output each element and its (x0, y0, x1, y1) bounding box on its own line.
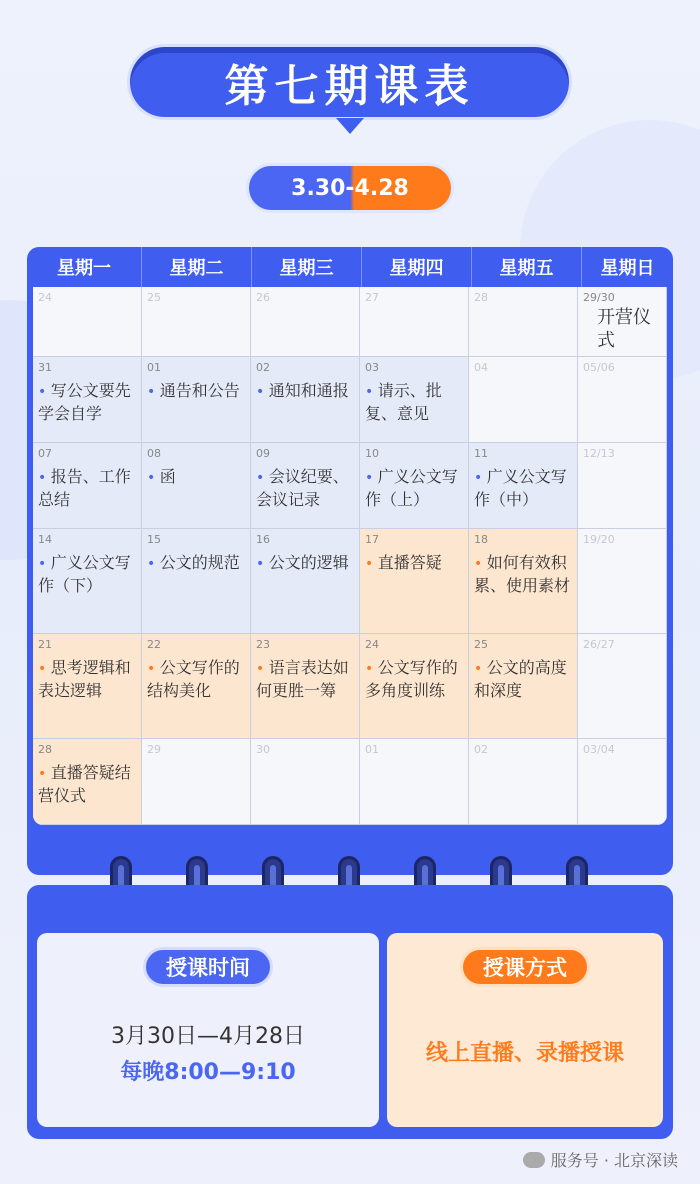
calendar-cell (469, 739, 578, 825)
date-range: 3.30-4.28 (291, 175, 409, 201)
cell-course (256, 466, 354, 510)
method-text: 线上直播、录播授课 (425, 1041, 624, 1066)
calendar-cell (33, 634, 142, 739)
cell-date: 03/04 (583, 743, 615, 756)
time-hours: 每晚8:00—9:10 (120, 1060, 296, 1085)
calendar-cell (469, 443, 578, 529)
calendar-cell (142, 357, 251, 443)
bullet-icon: • (38, 661, 51, 677)
course-label: 报告、工作总结 (38, 467, 131, 509)
cell-course (474, 657, 572, 701)
cell-date: 25 (474, 638, 488, 651)
cell-date: 01 (365, 743, 379, 756)
cell-course (365, 466, 463, 510)
method-box (387, 933, 663, 1127)
bullet-icon: • (474, 556, 487, 572)
calendar-cell (33, 443, 142, 529)
cell-course (38, 380, 136, 424)
cell-course (38, 466, 136, 510)
cell-date: 07 (38, 447, 52, 460)
cell-date: 26 (256, 291, 270, 304)
calendar-cell (251, 739, 360, 825)
calendar-cell (142, 287, 251, 357)
course-label: 语言表达如何更胜一筹 (256, 658, 349, 700)
cell-date: 24 (38, 291, 52, 304)
calendar-cell (33, 739, 142, 825)
course-label: 广义公文写作（上） (365, 467, 458, 509)
calendar-cell (251, 634, 360, 739)
cell-course (365, 380, 463, 424)
cell-date: 29 (147, 743, 161, 756)
course-label: 如何有效积累、使用素材 (474, 553, 571, 595)
cell-date: 18 (474, 533, 488, 546)
cell-date: 02 (474, 743, 488, 756)
calendar-cell (33, 529, 142, 634)
calendar-cell (360, 287, 469, 357)
course-label: 请示、批复、意见 (365, 381, 442, 423)
page-title: 第七期课表 (224, 61, 475, 112)
cell-date: 30 (256, 743, 270, 756)
calendar-cell (142, 443, 251, 529)
calendar-cell (469, 634, 578, 739)
bullet-icon: • (365, 384, 378, 400)
date-range-badge (246, 163, 454, 213)
calendar-cell (469, 357, 578, 443)
cell-course (38, 657, 136, 701)
bullet-icon: • (474, 470, 487, 486)
course-label: 广义公文写作（中） (474, 467, 567, 509)
bullet-icon: • (256, 661, 269, 677)
cell-course (474, 552, 572, 596)
cell-course (256, 657, 354, 701)
cell-date: 25 (147, 291, 161, 304)
cell-date: 02 (256, 361, 270, 374)
calendar-cell (142, 529, 251, 634)
bullet-icon: • (147, 384, 160, 400)
cell-date: 24 (365, 638, 379, 651)
cell-date: 08 (147, 447, 161, 460)
time-tag: 授课时间 (143, 947, 273, 987)
course-label: 公文的规范 (159, 553, 240, 572)
weekday-header: 星期三 (252, 247, 362, 287)
calendar-cell (469, 287, 578, 357)
cell-course (147, 466, 245, 489)
cell-date: 16 (256, 533, 270, 546)
cell-course (365, 657, 463, 701)
cell-course (147, 657, 245, 701)
cell-date: 12/13 (583, 447, 615, 460)
time-dates: 3月30日—4月28日 (111, 1024, 305, 1049)
weekday-header: 星期五 (472, 247, 582, 287)
course-label: 公文的高度和深度 (474, 658, 567, 700)
calendar-cell (469, 529, 578, 634)
bullet-icon: • (256, 470, 269, 486)
course-label: 通告和公告 (159, 381, 240, 400)
cell-course (256, 552, 354, 575)
cell-date: 27 (365, 291, 379, 304)
course-label: 写公文要先学会自学 (38, 381, 131, 423)
course-label: 思考逻辑和表达逻辑 (38, 658, 131, 700)
cell-course (365, 552, 463, 575)
cell-date: 04 (474, 361, 488, 374)
calendar-cell (142, 739, 251, 825)
calendar-cell (578, 287, 667, 357)
bullet-icon: • (38, 766, 51, 782)
cell-date: 21 (38, 638, 52, 651)
course-label: 公文写作的结构美化 (147, 658, 240, 700)
calendar-cell (578, 443, 667, 529)
cell-date: 10 (365, 447, 379, 460)
calendar-cell (33, 287, 142, 357)
calendar-cell (360, 443, 469, 529)
cell-date: 22 (147, 638, 161, 651)
calendar-cell (360, 634, 469, 739)
time-box (37, 933, 379, 1127)
course-label: 直播答疑 (377, 553, 442, 572)
cell-date: 26/27 (583, 638, 615, 651)
info-card (27, 885, 673, 1139)
footer-text: 服务号 · 北京深读 (550, 1151, 678, 1170)
cell-course (474, 466, 572, 510)
bullet-icon: • (38, 384, 51, 400)
calendar-cell (360, 357, 469, 443)
bullet-icon: • (365, 661, 378, 677)
course-label: 直播答疑结营仪式 (38, 763, 131, 805)
calendar-cell (360, 739, 469, 825)
cell-date: 19/20 (583, 533, 615, 546)
cell-date: 28 (474, 291, 488, 304)
calendar-header (27, 247, 673, 287)
cell-course (147, 380, 245, 403)
cell-date: 11 (474, 447, 488, 460)
calendar-cell (251, 357, 360, 443)
cell-date: 29/30 (583, 291, 615, 304)
title-pointer (336, 118, 364, 134)
course-label: 开营仪式 (597, 307, 651, 351)
bullet-icon: • (147, 470, 160, 486)
cell-course (147, 552, 245, 575)
title-banner (127, 44, 572, 120)
footer (523, 1148, 678, 1171)
bullet-icon: • (474, 661, 487, 677)
bullet-icon: • (38, 470, 51, 486)
cell-course (583, 306, 661, 352)
cell-date: 17 (365, 533, 379, 546)
cell-date: 05/06 (583, 361, 615, 374)
calendar-cell (578, 529, 667, 634)
course-label: 公文的逻辑 (268, 553, 349, 572)
cell-date: 03 (365, 361, 379, 374)
bullet-icon: • (256, 556, 269, 572)
bullet-icon: • (365, 470, 378, 486)
cell-date: 31 (38, 361, 52, 374)
cell-date: 01 (147, 361, 161, 374)
bullet-icon: • (256, 384, 269, 400)
calendar-cell (251, 287, 360, 357)
wechat-icon (523, 1152, 545, 1168)
calendar (27, 247, 673, 875)
method-tag: 授课方式 (460, 947, 590, 987)
cell-course (38, 762, 136, 806)
bullet-icon: • (365, 556, 378, 572)
calendar-cell (578, 739, 667, 825)
cell-date: 15 (147, 533, 161, 546)
calendar-cell (360, 529, 469, 634)
cell-course (38, 552, 136, 596)
cell-date: 14 (38, 533, 52, 546)
cell-date: 28 (38, 743, 52, 756)
calendar-cell (251, 443, 360, 529)
cell-course (256, 380, 354, 403)
calendar-cell (33, 357, 142, 443)
bullet-icon: • (147, 556, 160, 572)
cell-date: 23 (256, 638, 270, 651)
course-label: 会议纪要、会议记录 (256, 467, 349, 509)
course-label: 函 (159, 467, 176, 486)
calendar-cell (251, 529, 360, 634)
course-label: 广义公文写作（下） (38, 553, 131, 595)
weekday-header: 星期日 (600, 258, 655, 279)
cell-date: 09 (256, 447, 270, 460)
calendar-cell (142, 634, 251, 739)
bullet-icon: • (38, 556, 51, 572)
calendar-cell (578, 634, 667, 739)
bullet-icon: • (147, 661, 160, 677)
calendar-cell (578, 357, 667, 443)
weekday-header: 星期一 (27, 247, 142, 287)
weekday-header: 星期四 (362, 247, 472, 287)
course-label: 通知和通报 (268, 381, 349, 400)
calendar-grid (33, 287, 667, 825)
weekday-header: 星期二 (142, 247, 252, 287)
course-label: 公文写作的多角度训练 (365, 658, 458, 700)
